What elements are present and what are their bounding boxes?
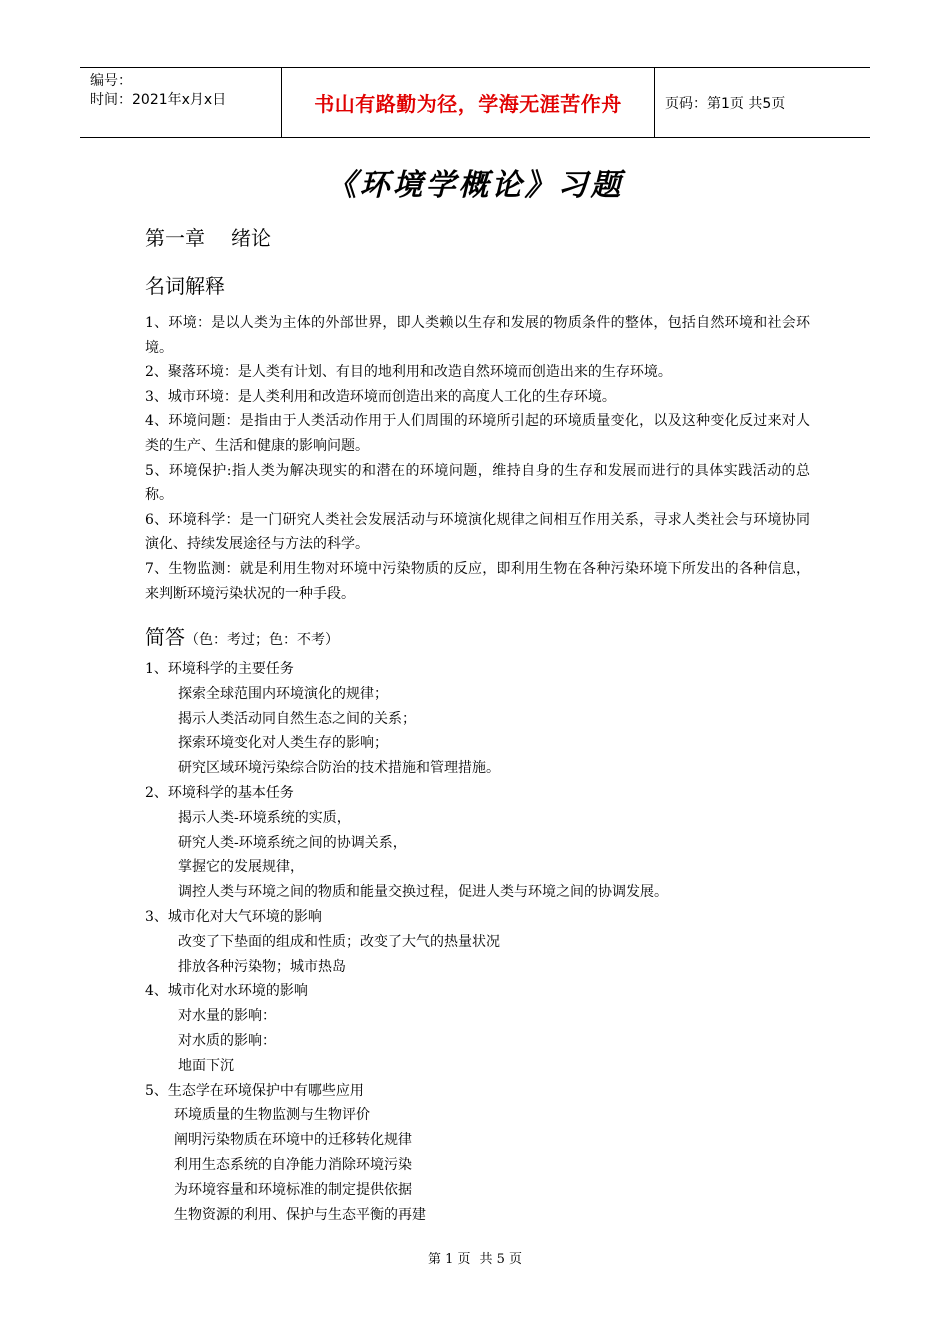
answer-line: 改变了下垫面的组成和性质；改变了大气的热量状况 (178, 933, 500, 950)
answer-line: 利用生态系统的自净能力消除环境污染 (174, 1156, 412, 1173)
qa-heading-text: 简答 (145, 625, 185, 649)
term-item: 3、城市环境：是人类利用和改造环境而创造出来的高度人工化的生存环境。 (145, 388, 616, 405)
qa-legend-note: （色：考过；色：不考） (185, 632, 339, 648)
question: 4、城市化对水环境的影响 (145, 983, 308, 1000)
chapter-heading (145, 222, 271, 251)
answer-line: 揭示人类-环境系统的实质， (178, 809, 351, 826)
term-item: 7、生物监测：就是利用生物对环境中污染物质的反应，即利用生物在各种污染环境下所发出的各种信息，来判断环境污染状况的一种手段。 (145, 560, 810, 602)
answer-line: 探索全球范围内环境演化的规律； (178, 685, 388, 702)
chapter-number: 第一章 (145, 226, 205, 250)
question: 5、生态学在环境保护中有哪些应用 (145, 1082, 364, 1099)
qa-heading (145, 621, 339, 650)
answer-line: 研究人类-环境系统之间的协调关系， (178, 834, 407, 851)
answer-line: 掌握它的发展规律， (178, 859, 304, 876)
answer-line: 对水量的影响： (178, 1008, 276, 1025)
answer-line: 揭示人类活动同自然生态之间的关系； (178, 710, 416, 727)
footer-current-page: 第 1 页 (427, 1252, 471, 1267)
term-item: 1、环境：是以人类为主体的外部世界，即人类赖以生存和发展的物质条件的整体，包括自然环境和社会环境。 (145, 315, 810, 356)
header-meta-cell (80, 68, 282, 137)
answer-line: 探索环境变化对人类生存的影响； (178, 735, 388, 752)
header-table (80, 67, 870, 138)
document-title: 《环境学概论》习题 (326, 168, 624, 203)
answer-line: 阐明污染物质在环境中的迁移转化规律 (174, 1132, 412, 1149)
term-item: 4、环境问题：是指由于人类活动作用于人们周围的环境所引起的环境质量变化，以及这种变化反过来对人类的生产、生活和健康的影响问题。 (145, 413, 810, 454)
answer-line: 环境质量的生物监测与生物评价 (174, 1107, 370, 1124)
answer-line: 排放各种污染物；城市热岛 (178, 958, 346, 975)
chapter-name: 绪论 (231, 226, 271, 250)
answer-line: 对水质的影响： (178, 1032, 276, 1049)
term-item: 6、环境科学：是一门研究人类社会发展活动与环境演化规律之间相互作用关系，寻求人类社会与环境协同演化、持续发展途径与方法的科学。 (145, 511, 810, 553)
question: 1、环境科学的主要任务 (145, 661, 294, 677)
motto: 书山有路勤为径，学海无涯苦作舟 (282, 68, 655, 137)
answer-line: 调控人类与环境之间的物质和能量交换过程，促进人类与环境之间的协调发展。 (178, 884, 668, 901)
term-item: 2、聚落环境：是人类有计划、有目的地利用和改造自然环境而创造出来的生存环境。 (145, 364, 672, 381)
time-label: 时间：2021年x月x日 (90, 92, 227, 108)
qa-list (145, 657, 810, 1227)
answer-line: 研究区域环境污染综合防治的技术措施和管理措施。 (178, 760, 500, 777)
page-info: 页码：第1页 共5页 (665, 95, 786, 112)
question: 2、环境科学的基本任务 (145, 784, 294, 801)
answer-line: 生物资源的利用、保护与生态平衡的再建 (174, 1206, 426, 1223)
terms-list (145, 311, 810, 606)
term-item: 5、环境保护:指人类为解决现实的和潜在的环境问题，维持自身的生存和发展而进行的具体实践活动的总称。 (145, 462, 810, 504)
terms-heading: 名词解释 (145, 274, 225, 298)
question: 3、城市化对大气环境的影响 (145, 908, 322, 925)
page-footer (0, 1248, 950, 1267)
code-label: 编号： (90, 73, 132, 89)
answer-line: 地面下沉 (178, 1057, 234, 1074)
answer-line: 为环境容量和环境标准的制定提供依据 (174, 1181, 412, 1198)
footer-total-pages: 共 5 页 (479, 1252, 523, 1267)
